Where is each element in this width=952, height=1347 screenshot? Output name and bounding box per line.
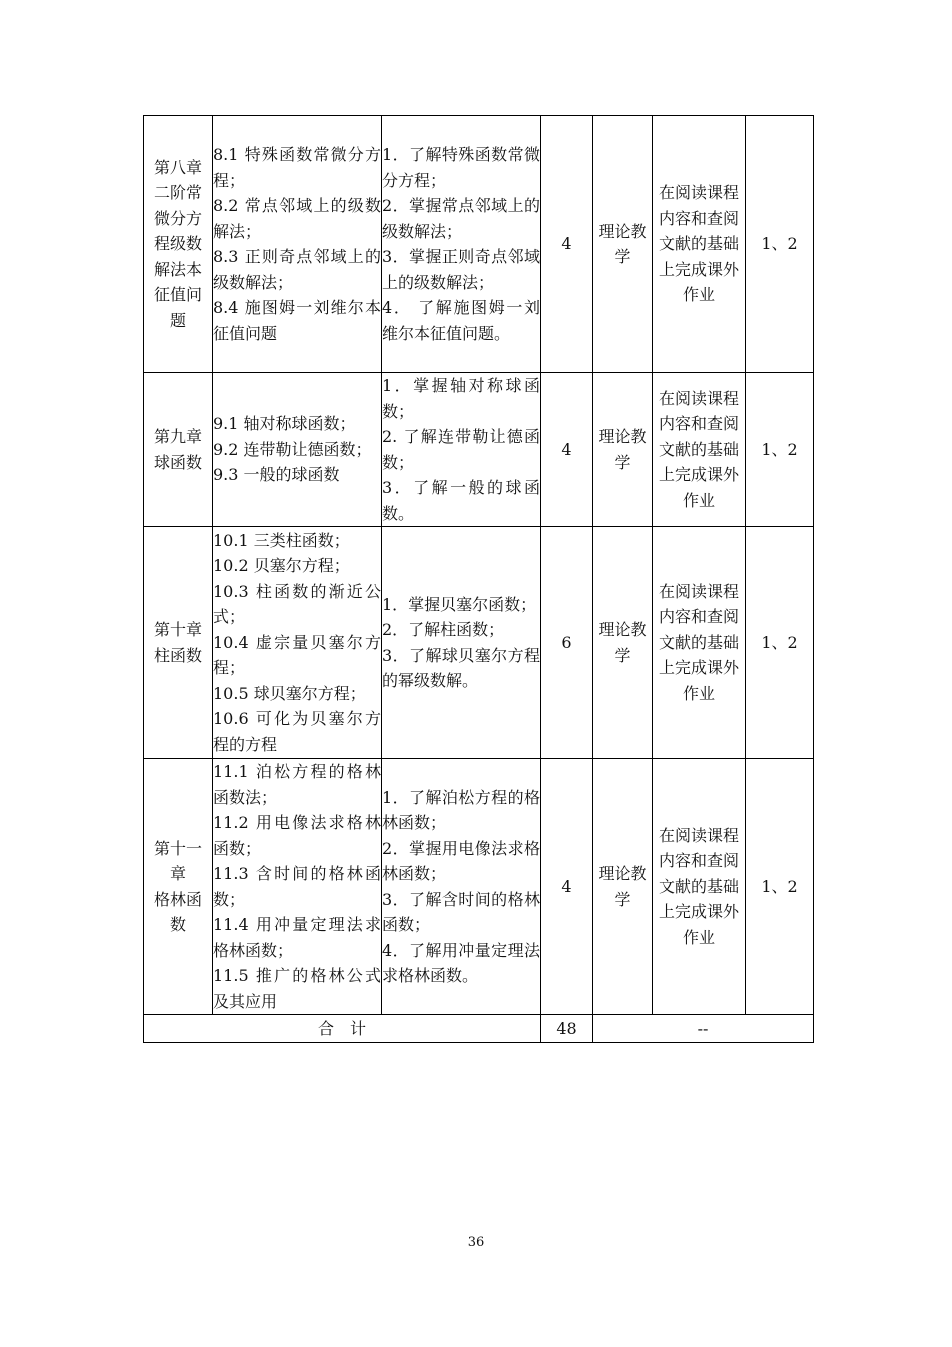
hours-cell: 4	[541, 373, 593, 527]
refs-cell: 1、2	[746, 116, 814, 373]
syllabus-table	[143, 115, 814, 1043]
refs-cell: 1、2	[746, 373, 814, 527]
method-cell: 理论教学	[593, 759, 653, 1015]
content-cell: 9.1 轴对称球函数； 9.2 连带勒让德函数； 9.3 一般的球函数	[213, 373, 382, 527]
total-hours: 48	[541, 1015, 593, 1043]
total-row	[144, 1015, 814, 1043]
table-row	[144, 116, 814, 373]
content-cell: 8.1 特殊函数常微分方程； 8.2 常点邻域上的级数解法； 8.3 正则奇点邻域上的级数解法； 8.4 施图姆一刘维尔本征值问题	[213, 116, 382, 373]
chapter-cell: 第十章 柱函数	[144, 527, 213, 759]
refs-cell: 1、2	[746, 759, 814, 1015]
hours-cell: 4	[541, 116, 593, 373]
goal-cell: 1．掌握贝塞尔函数； 2．了解柱函数； 3．了解球贝塞尔方程的幂级数解。	[382, 527, 541, 759]
chapter-cell: 第十一 章 格林函 数	[144, 759, 213, 1015]
method-cell: 理论教学	[593, 116, 653, 373]
table-row	[144, 527, 814, 759]
goal-cell: 1．了解泊松方程的格林函数； 2．掌握用电像法求格林函数； 3．了解含时间的格林函数； 4．了解用冲量定理法求格林函数。	[382, 759, 541, 1015]
chapter-cell: 第八章 二阶常 微分方 程级数 解法本 征值问 题	[144, 116, 213, 373]
content-cell: 10.1 三类柱函数； 10.2 贝塞尔方程； 10.3 柱函数的渐近公式； 10.4 虚宗量贝塞尔方程； 10.5 球贝塞尔方程； 10.6 可化为贝塞尔方程的方程	[213, 527, 382, 759]
content-cell: 11.1 泊松方程的格林函数法； 11.2 用电像法求格林函数； 11.3 含时间的格林函数； 11.4 用冲量定理法求格林函数； 11.5 推广的格林公式及其应用	[213, 759, 382, 1015]
hours-cell: 6	[541, 527, 593, 759]
table-row	[144, 373, 814, 527]
goal-cell: 1．了解特殊函数常微分方程； 2．掌握常点邻域上的级数解法； 3．掌握正则奇点邻域上的级数解法； 4． 了解施图姆一刘维尔本征值问题。	[382, 116, 541, 373]
hours-cell: 4	[541, 759, 593, 1015]
total-remark: --	[593, 1015, 814, 1043]
goal-cell: 1．掌握轴对称球函数； 2. 了解连带勒让德函数； 3．了解一般的球函数。	[382, 373, 541, 527]
method-cell: 理论教学	[593, 527, 653, 759]
assignment-cell: 在阅读课程内容和查阅文献的基础上完成课外作业	[653, 373, 746, 527]
table-row	[144, 759, 814, 1015]
total-label: 合 计	[144, 1015, 541, 1043]
assignment-cell: 在阅读课程内容和查阅文献的基础上完成课外作业	[653, 759, 746, 1015]
chapter-cell: 第九章 球函数	[144, 373, 213, 527]
refs-cell: 1、2	[746, 527, 814, 759]
page-number: 36	[467, 1235, 485, 1250]
assignment-cell: 在阅读课程内容和查阅文献的基础上完成课外作业	[653, 527, 746, 759]
assignment-cell: 在阅读课程内容和查阅文献的基础上完成课外作业	[653, 116, 746, 373]
method-cell: 理论教学	[593, 373, 653, 527]
